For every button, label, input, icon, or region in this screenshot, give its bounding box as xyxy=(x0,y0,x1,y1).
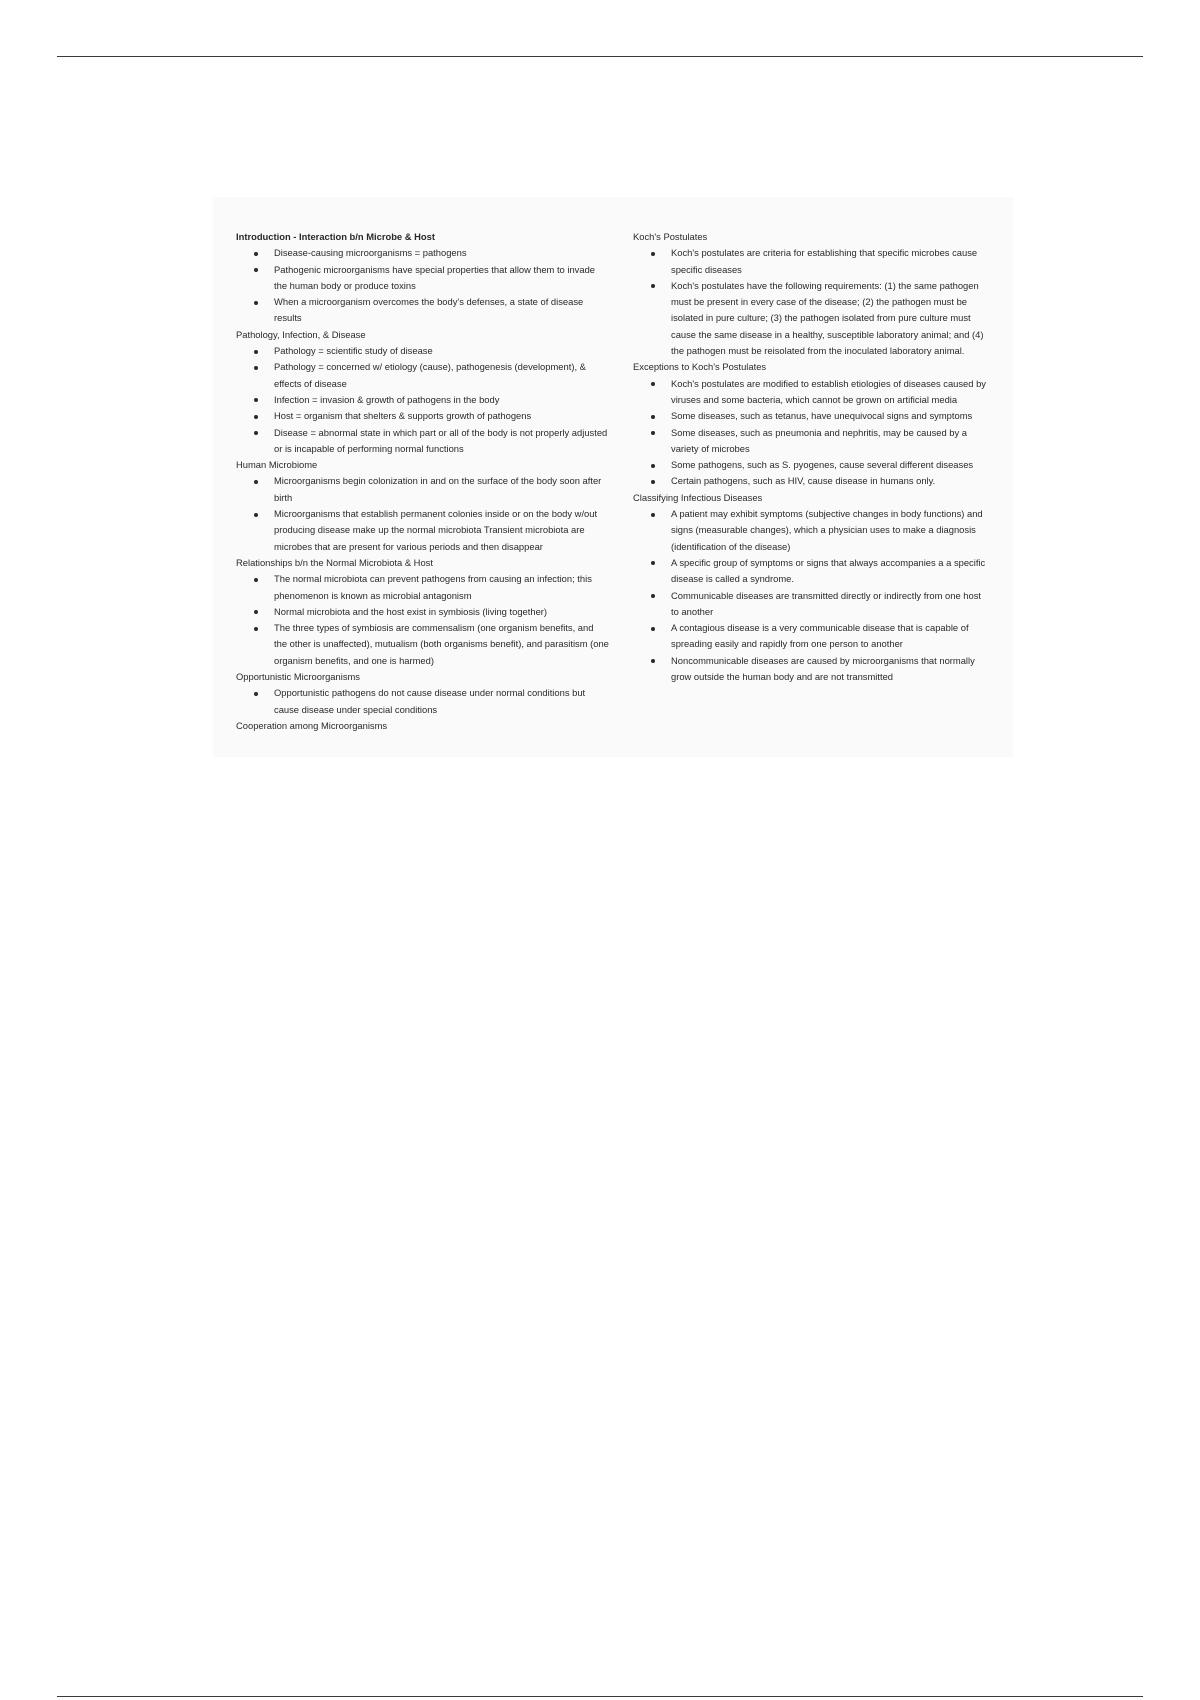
document-page-image xyxy=(213,197,1013,757)
bullet-list xyxy=(236,473,609,554)
bullet-item: Pathology = scientific study of disease xyxy=(274,343,609,359)
section-heading: Cooperation among Microorganisms xyxy=(236,719,388,731)
bullet-item: The normal microbiota can prevent pathogens from causing an infection; this phenomenon is known as microbial antagonism xyxy=(274,571,609,604)
bullet-item: Pathology = concerned w/ etiology (cause), pathogenesis (development), & effects of disease xyxy=(274,359,609,392)
bullet-item: Koch's postulates are criteria for establishing that specific microbes cause specific diseases xyxy=(671,245,990,278)
bullet-item: Disease = abnormal state in which part or all of the body is not properly adjusted or is incapable of performing normal functions xyxy=(274,425,609,458)
bullet-item: Noncommunicable diseases are caused by microorganisms that normally grow outside the human body and are not transmitted xyxy=(671,653,990,686)
section-heading: Human Microbiome xyxy=(236,459,318,471)
bullet-item: Some diseases, such as tetanus, have unequivocal signs and symptoms xyxy=(671,408,990,424)
section-heading: Relationships b/n the Normal Microbiota & Host xyxy=(236,556,433,568)
bullet-item: A specific group of symptoms or signs that always accompanies a a specific disease is called a syndrome. xyxy=(671,555,990,588)
section-heading: Pathology, Infection, & Disease xyxy=(236,328,366,340)
bullet-list xyxy=(236,571,609,669)
bullet-item: Certain pathogens, such as HIV, cause disease in humans only. xyxy=(671,473,990,489)
bullet-list xyxy=(633,376,990,490)
bullet-list xyxy=(236,343,609,457)
bullet-item: Communicable diseases are transmitted directly or indirectly from one host to another xyxy=(671,588,990,621)
bullet-item: Host = organism that shelters & supports growth of pathogens xyxy=(274,408,609,424)
bullet-item: Some diseases, such as pneumonia and nephritis, may be caused by a variety of microbes xyxy=(671,425,990,458)
bullet-item: Opportunistic pathogens do not cause disease under normal conditions but cause disease under special conditions xyxy=(274,685,609,718)
bullet-item: Microorganisms begin colonization in and on the surface of the body soon after birth xyxy=(274,473,609,506)
section-heading: Koch's Postulates xyxy=(633,231,708,242)
bullet-item: A patient may exhibit symptoms (subjective changes in body functions) and signs (measurable changes), which a physician uses to make a diagnosis (identification of the disease) xyxy=(671,506,990,555)
bullet-item: A contagious disease is a very communicable disease that is capable of spreading easily and rapidly from one person to another xyxy=(671,620,990,653)
bullet-list xyxy=(633,245,990,359)
section-heading: Introduction - Interaction b/n Microbe & Host xyxy=(236,231,435,242)
left-column xyxy=(236,229,609,734)
section-heading: Exceptions to Koch's Postulates xyxy=(633,361,767,373)
bullet-item: Some pathogens, such as S. pyogenes, cause several different diseases xyxy=(671,457,990,473)
bullet-item: Pathogenic microorganisms have special properties that allow them to invade the human body or produce toxins xyxy=(274,262,609,295)
bullet-item: Infection = invasion & growth of pathogens in the body xyxy=(274,392,609,408)
bullet-list xyxy=(236,685,609,718)
section-heading: Opportunistic Microorganisms xyxy=(236,671,360,683)
bullet-item: Normal microbiota and the host exist in symbiosis (living together) xyxy=(274,604,609,620)
bullet-item: When a microorganism overcomes the body's defenses, a state of disease results xyxy=(274,294,609,327)
bullet-item: Koch's postulates are modified to establish etiologies of diseases caused by viruses and some bacteria, which cannot be grown on artificial media xyxy=(671,376,990,409)
bullet-item: Koch's postulates have the following requirements: (1) the same pathogen must be present in every case of the disease; (2) the pathogen must be isolated in pure culture; (3) the pathogen isolated from pure culture must cause the same disease in a healthy, susceptible laboratory animal; and (4) the pathogen must be reisolated from the inoculated laboratory animal. xyxy=(671,278,990,359)
section-heading: Classifying Infectious Diseases xyxy=(633,491,763,503)
right-column xyxy=(633,229,990,685)
bullet-item: Disease-causing microorganisms = pathogens xyxy=(274,245,609,261)
bottom-rule xyxy=(57,1696,1143,1697)
bullet-list xyxy=(633,506,990,685)
bullet-list xyxy=(236,245,609,326)
top-rule xyxy=(57,56,1143,57)
bullet-item: The three types of symbiosis are commensalism (one organism benefits, and the other is unaffected), mutualism (both organisms benefit), and parasitism (one organism benefits, and one is harmed) xyxy=(274,620,609,669)
bullet-item: Microorganisms that establish permanent colonies inside or on the body w/out producing disease make up the normal microbiota Transient microbiota are microbes that are present for various periods and then disappear xyxy=(274,506,609,555)
